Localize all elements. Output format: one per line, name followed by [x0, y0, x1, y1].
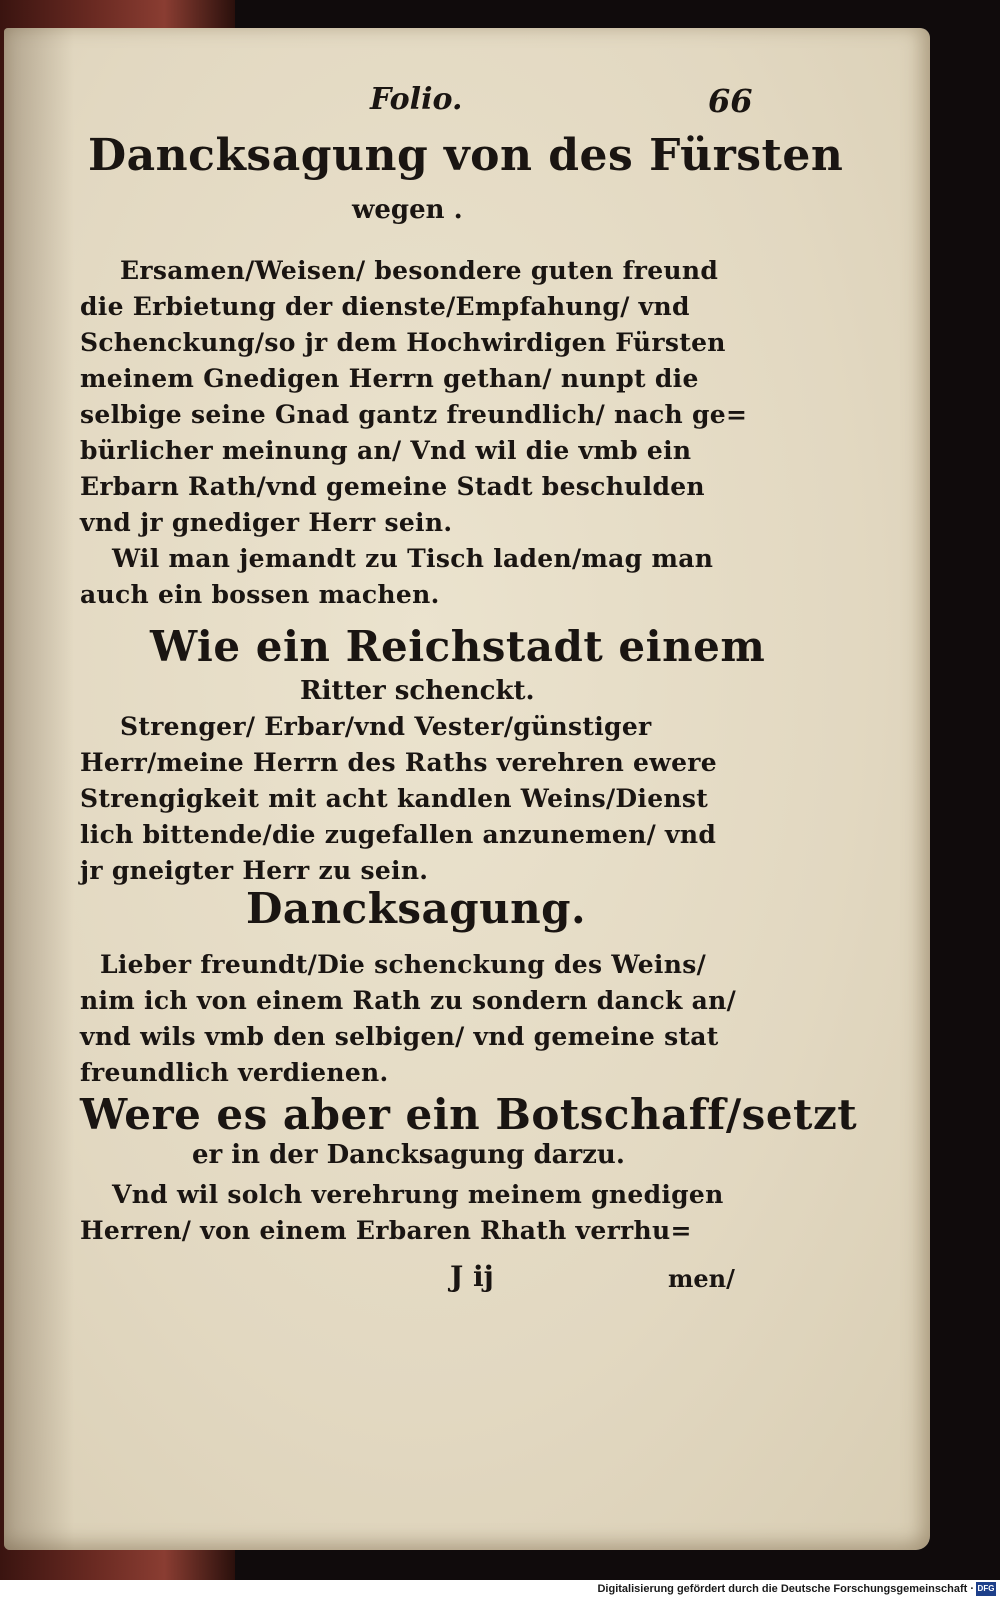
dfg-logo: DFG — [976, 1582, 996, 1596]
section-heading: Dancksagung von des Fürsten — [88, 130, 844, 181]
body-line: Herr/meine Herrn des Raths verehren ewere — [80, 748, 717, 777]
body-line: Vnd wil solch verehrung meinem gnedigen — [112, 1180, 724, 1209]
body-line: Wil man jemandt zu Tisch laden/mag man — [112, 544, 714, 573]
body-line: die Erbietung der dienste/Empfahung/ vnd — [80, 292, 690, 321]
page-number: 66 — [708, 82, 753, 120]
body-line: Strenger/ Erbar/vnd Vester/günstiger — [120, 712, 652, 741]
body-line: vnd jr gnediger Herr sein. — [80, 508, 453, 537]
body-line: nim ich von einem Rath zu sondern danck an/ — [80, 986, 737, 1015]
catchword: men/ — [668, 1264, 735, 1293]
body-line: auch ein bossen machen. — [80, 580, 440, 609]
folio-label: Folio. — [370, 82, 463, 117]
body-line: Strengigkeit mit acht kandlen Weins/Dienst — [80, 784, 709, 813]
section-heading: Dancksagung. — [246, 884, 587, 933]
body-line: meinem Gnedigen Herrn gethan/ nunpt die — [80, 364, 699, 393]
section-heading: Wie ein Reichstadt einem — [150, 622, 766, 671]
section-heading-line2: er in der Dancksagung darzu. — [192, 1140, 625, 1170]
spine-shadow — [4, 28, 74, 1550]
body-line: selbige seine Gnad gantz freundlich/ nach ge= — [80, 400, 748, 429]
body-line: lich bittende/die zugefallen anzunemen/ vnd — [80, 820, 717, 849]
digitization-credit: Digitalisierung gefördert durch die Deutsche Forschungsgemeinschaft · — [0, 1580, 1000, 1599]
body-line: bürlicher meinung an/ Vnd wil die vmb ein — [80, 436, 692, 465]
body-line: Erbarn Rath/vnd gemeine Stadt beschulden — [80, 472, 705, 501]
body-line: Lieber freundt/Die schenckung des Weins/ — [100, 950, 706, 979]
body-line: Schenckung/so jr dem Hochwirdigen Fürsten — [80, 328, 726, 357]
body-line: jr gneigter Herr zu sein. — [80, 856, 429, 885]
section-heading-line2: Ritter schenckt. — [300, 676, 535, 706]
body-line: vnd wils vmb den selbigen/ vnd gemeine stat — [80, 1022, 719, 1051]
signature-mark: J ij — [450, 1260, 494, 1293]
body-line: Herren/ von einem Erbaren Rhath verrhu= — [80, 1216, 692, 1245]
body-line: Ersamen/Weisen/ besondere guten freund — [120, 256, 719, 285]
section-heading-line2: wegen . — [352, 195, 463, 225]
body-line: freundlich verdienen. — [80, 1058, 389, 1087]
section-heading: Were es aber ein Botschaff/setzt — [80, 1090, 858, 1139]
